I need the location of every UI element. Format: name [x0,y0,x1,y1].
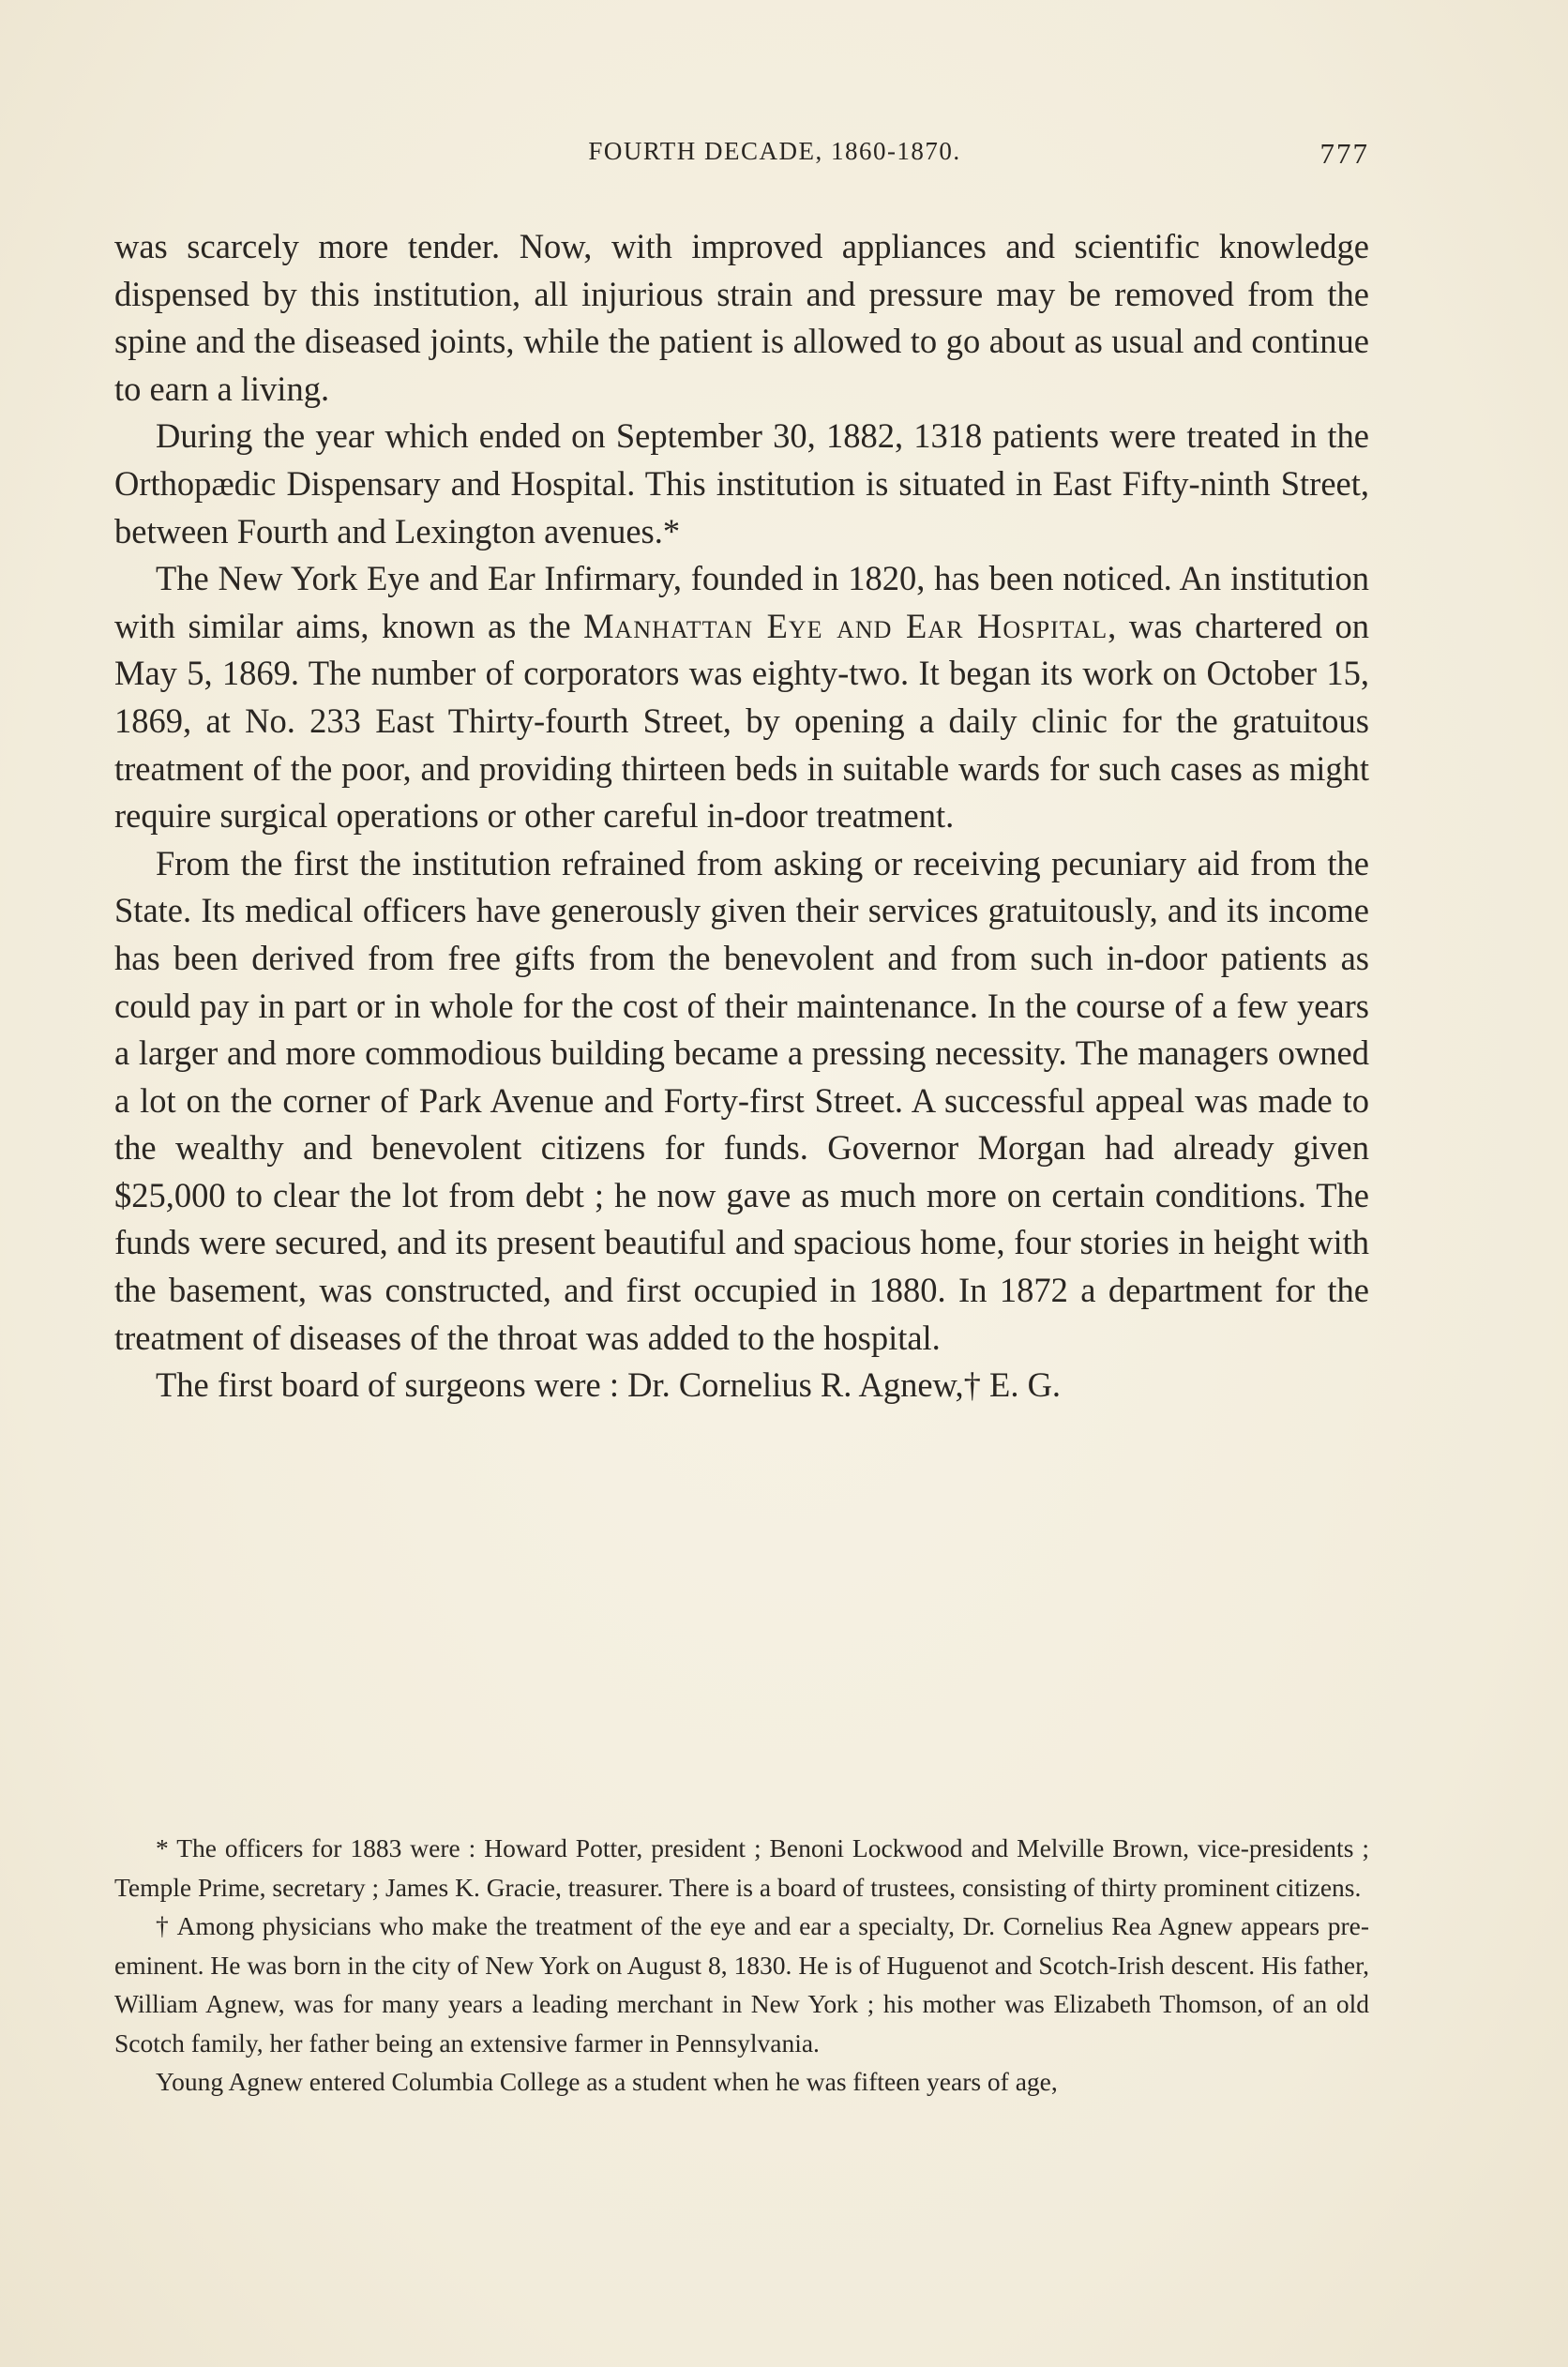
footnotes [114,1829,1369,2102]
hospital-name: Manhattan Eye and Ear Hospital [583,606,1108,645]
footnote-officers: * The officers for 1883 were : Howard Potter, president ; Benoni Lockwood and Melville Brown, vice-presidents ; Temple Prime, secretary ; James K. Gracie, treasurer. There is a board of trustees, consisting of thirty prominent citizens. [114,1833,1369,1902]
paragraph-funding: From the first the institution refrained from asking or receiving pecuniary aid from the State. Its medical officers have generously given their services gratuitously, and its income has been derived from free gifts from the benevolent and from such in-door patients as could pay in part or in whole for the cost of their maintenance. In the course of a few years a larger and more commodious building became a pressing necessity. The managers owned a lot on the corner of Park Avenue and Forty-first Street. A successful appeal was made to the wealthy and benevolent citizens for funds. Governor Morgan had already given $25,000 to clear the lot from debt ; he now gave as much more on certain conditions. The funds were secured, and its present beautiful and spacious home, four stories in height with the basement, was constructed, and first occupied in 1880. In 1872 a department for the treatment of diseases of the throat was added to the hospital. [114,843,1369,1357]
page-number: 777 [1319,137,1369,170]
running-head-title: FOURTH DECADE, 1860-1870. [588,137,961,165]
footnote-agnew: † Among physicians who make the treatment of the eye and ear a specialty, Dr. Cornelius Rea Agnew appears pre-eminent. He was born in the city of New York on August 8, 1830. He is of Huguenot and Scotch-Irish descent. His father, William Agnew, was for many years a leading merchant in New York ; his mother was Elizabeth Thomson, of an old Scotch family, her father being an extensive farmer in Pennsylvania. [114,1911,1369,2058]
paragraph-surgeons: The first board of surgeons were : Dr. Cornelius R. Agnew,† E. G. [156,1365,1062,1405]
main-text [114,223,1369,1410]
footnote-agnew-continued: Young Agnew entered Columbia College as a student when he was fifteen years of age, [156,2067,1058,2096]
paragraph-text: The New York Eye and Ear Infirmary, founded in 1820, has been noticed. An institution with similar aims, known as the [114,559,1369,645]
paragraph-manhattan-hospital [114,555,1369,840]
running-head [114,137,1369,178]
paragraph-text: , was chartered on May 5, 1869. The number of corporators was eighty-two. It began its work on October 15, 1869, at No. 233 East Thirty-fourth Street, by opening a daily clinic for the gratuitous treatment of the poor, and providing thirteen beds in suitable wards for such cases as might require surgical operations or other careful in-door treatment. [114,606,1369,836]
paragraph-continuation: was scarcely more tender. Now, with improved appliances and scientific knowledge dispensed by this institution, all injurious strain and pressure may be removed from the spine and the diseased joints, while the patient is allowed to go about as usual and continue to earn a living. [114,227,1369,408]
paragraph-orthopaedic: During the year which ended on September 30, 1882, 1318 patients were treated in the Orthopædic Dispensary and Hospital. This institution is situated in East Fifty-ninth Street, between Fourth and Lexington avenues.* [114,416,1369,550]
